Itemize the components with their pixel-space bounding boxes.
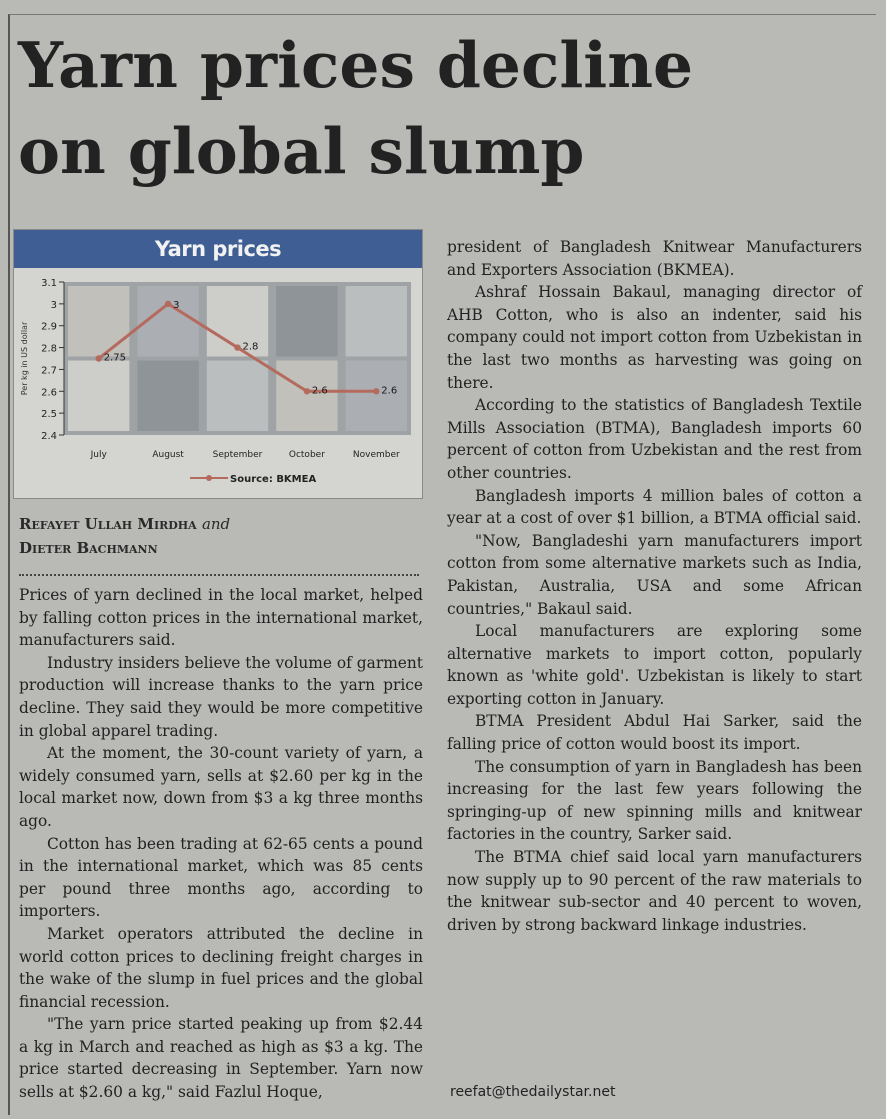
- paragraph: Industry insiders believe the volume of garment production will increase thanks to the yarn price decline. They said they would be more competitive in global apparel trading.: [19, 653, 423, 740]
- paragraph: According to the statistics of Bangladesh Textile Mills Association (BTMA), Bangladesh imports 60 percent of cotton from Uzbekistan and the rest from other countries.: [447, 396, 862, 482]
- paragraph: Bangladesh imports 4 million bales of cotton a year at a cost of over $1 billion, a BTMA official said.: [447, 486, 862, 528]
- data-label: 2.8: [242, 341, 259, 353]
- y-tick-label: 2.4: [41, 431, 57, 442]
- background-spool: [346, 286, 407, 357]
- paragraph: BTMA President Abdul Hai Sarker, said the falling price of cotton would boost its import.: [447, 712, 862, 754]
- x-tick-label: July: [90, 450, 107, 460]
- background-spool: [137, 361, 198, 432]
- x-tick-label: November: [352, 450, 400, 460]
- byline-author-1: Refayet Ullah Mirdha: [19, 515, 197, 533]
- data-point: [96, 355, 102, 361]
- data-point: [373, 388, 379, 394]
- y-tick-label: 2.6: [41, 387, 57, 399]
- paragraph: At the moment, the 30-count variety of yarn, a widely consumed yarn, sells at $2.60 per kg in the local market now, down from $3 a kg three months ago.: [19, 744, 423, 830]
- data-label: 2.75: [103, 352, 126, 364]
- paragraph: The consumption of yarn in Bangladesh has been increasing for the last few years following the springing-up of new spinning mills and knitwear factories in the country, Sarker said.: [447, 757, 862, 844]
- y-tick-label: 3.1: [41, 278, 57, 289]
- background-spool: [346, 361, 407, 432]
- data-label: 3: [173, 299, 180, 311]
- y-tick-label: 2.5: [41, 409, 57, 421]
- chart-title: Yarn prices: [154, 237, 282, 261]
- y-tick-label: 2.9: [41, 321, 57, 333]
- headline-line-2: on global slump: [18, 114, 585, 188]
- background-spool: [207, 361, 268, 432]
- byline-author-2: Dieter Bachmann: [19, 539, 158, 557]
- paragraph: Ashraf Hossain Bakaul, managing director of AHB Cotton, who is also an indenter, said his company could not import cotton from Uzbekistan in the last two months as harvesting was going on there.: [447, 283, 862, 392]
- byline-conjunction: and: [201, 515, 231, 533]
- data-label: 2.6: [381, 385, 398, 397]
- data-point: [304, 388, 310, 394]
- paragraph: president of Bangladesh Knitwear Manufacturers and Exporters Association (BKMEA).: [447, 238, 862, 279]
- headline-line-1: Yarn prices decline: [18, 28, 694, 102]
- legend-marker: [206, 475, 212, 481]
- article-left-column: [19, 584, 423, 1104]
- paragraph: "Now, Bangladeshi yarn manufacturers import cotton from some alternative markets such as India, Pakistan, Australia, USA and some African countries," Bakaul said.: [447, 531, 862, 618]
- paragraph: "The yarn price started peaking up from $2.44 a kg in March and reached as high as $3 a kg. The price started decreasing in September. Yarn now sells at $2.60 a kg," said Fazlul Hoque,: [19, 1015, 423, 1102]
- y-tick-label: 3: [50, 299, 57, 311]
- background-spool: [68, 361, 129, 432]
- byline-divider: [19, 574, 419, 576]
- yarn-price-chart: [13, 229, 423, 499]
- headline: [18, 22, 868, 194]
- byline: [19, 512, 419, 560]
- paragraph: Market operators attributed the decline in world cotton prices to declining freight charges in the wake of the slump in fuel prices and the global financial recession.: [19, 924, 423, 1011]
- y-tick-label: 2.7: [41, 365, 57, 377]
- paragraph: The BTMA chief said local yarn manufacturers now supply up to 90 percent of the raw materials to the knitwear sub-sector and 40 percent to woven, driven by strong backward linkage industries.: [447, 848, 862, 934]
- chart-plot: [14, 268, 422, 498]
- paragraph: Cotton has been trading at 62-65 cents a pound in the international market, which was 85 cents per pound three months ago, according to importers.: [19, 834, 423, 921]
- background-spool: [68, 286, 129, 357]
- author-email: reefat@thedailystar.net: [450, 1084, 616, 1100]
- article-right-column: [447, 236, 862, 936]
- data-point: [234, 344, 240, 350]
- x-tick-label: October: [288, 450, 325, 460]
- background-spool: [276, 286, 337, 357]
- paragraph: Prices of yarn declined in the local market, helped by falling cotton prices in the international market, manufacturers said.: [19, 586, 423, 650]
- x-tick-label: September: [212, 450, 263, 460]
- data-label: 2.6: [311, 385, 328, 397]
- paragraph: Local manufacturers are exploring some alternative markets to import cotton, popularly known as 'white gold'. Uzbekistan is likely to start exporting cotton in January.: [447, 622, 862, 708]
- data-point: [165, 301, 171, 307]
- background-spool: [276, 361, 337, 432]
- x-tick-label: August: [152, 450, 184, 460]
- legend-label: Source: BKMEA: [230, 474, 317, 485]
- y-tick-label: 2.8: [41, 343, 57, 355]
- y-axis-label: Per kg in US dollar: [20, 321, 29, 396]
